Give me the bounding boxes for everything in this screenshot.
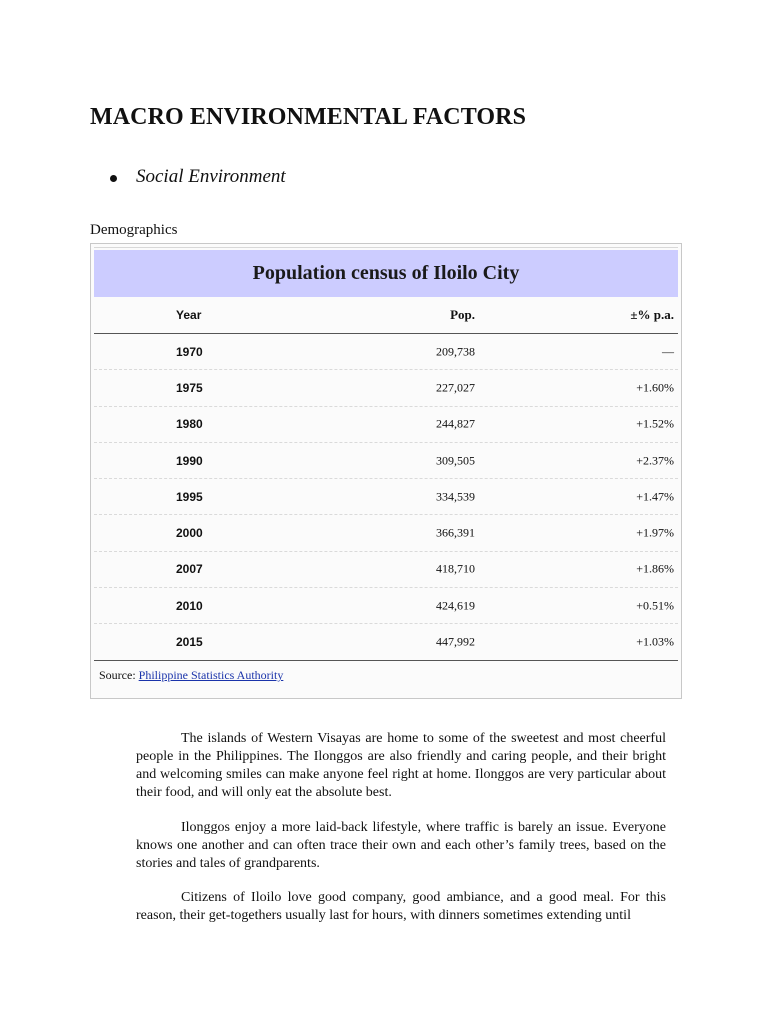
cell-year: 1970: [176, 344, 203, 359]
bullet-dot-icon: [110, 175, 117, 182]
cell-pct: +1.52%: [636, 416, 674, 431]
cell-year: 2010: [176, 598, 203, 613]
cell-year: 1980: [176, 417, 203, 432]
cell-pop: 309,505: [436, 453, 475, 468]
header-pop: Pop.: [450, 307, 475, 322]
cell-pct: +1.03%: [636, 634, 674, 649]
table-row: [94, 588, 678, 624]
paragraph: Ilonggos enjoy a more laid-back lifestyle, where traffic is barely an issue. Everyone knows one another and can often trace their own and each other’s family trees, based on the stories and tales of grandparents.: [136, 820, 666, 871]
cell-pct: +2.37%: [636, 453, 674, 468]
section-caption: Demographics: [90, 222, 178, 238]
cell-pct: +1.60%: [636, 380, 674, 395]
table-row: [94, 370, 678, 406]
table-row: [94, 552, 678, 588]
source-label: Source:: [99, 668, 136, 682]
table-row: [94, 443, 678, 479]
paragraph: The islands of Western Visayas are home to some of the sweetest and most cheerful people in the Philippines. The Ilonggos are also friendly and caring people, and their bright and welcoming smiles can make anyone feel right at home. Ilonggos are very particular about their food, and will only eat the absolute best.: [136, 731, 666, 800]
cell-pct: +1.47%: [636, 489, 674, 504]
cell-year: 2015: [176, 635, 203, 650]
cell-pct: +1.97%: [636, 525, 674, 540]
cell-year: 1995: [176, 489, 203, 504]
cell-year: 2000: [176, 526, 203, 541]
table-header-row: [94, 297, 678, 334]
cell-pop: 209,738: [436, 344, 475, 359]
cell-pop: 366,391: [436, 525, 475, 540]
cell-year: 1990: [176, 453, 203, 468]
header-pct: ±% p.a.: [630, 307, 674, 322]
table-body: [94, 334, 678, 661]
cell-pct: +0.51%: [636, 598, 674, 613]
population-census-table: [90, 243, 682, 699]
table-row: [94, 479, 678, 515]
cell-pop: 227,027: [436, 380, 475, 395]
table-title: Population census of Iloilo City: [94, 250, 678, 297]
cell-year: 1975: [176, 380, 203, 395]
bullet-text: Social Environment: [136, 166, 286, 187]
cell-pop: 244,827: [436, 416, 475, 431]
divider: [94, 247, 678, 248]
bullet-item: [110, 166, 286, 188]
bullet-list: [110, 166, 286, 188]
cell-pop: 334,539: [436, 489, 475, 504]
table-row: [94, 407, 678, 443]
page-heading: MACRO ENVIRONMENTAL FACTORS: [90, 104, 527, 130]
table-source: [99, 668, 283, 683]
cell-year: 2007: [176, 562, 203, 577]
table-row: [94, 515, 678, 551]
source-link[interactable]: Philippine Statistics Authority: [138, 668, 284, 682]
cell-pop: 418,710: [436, 561, 475, 576]
paragraph: Citizens of Iloilo love good company, good ambiance, and a good meal. For this reason, their get-togethers usually last for hours, with dinners sometimes extending until: [136, 890, 666, 923]
table-row: [94, 334, 678, 370]
table-row: [94, 624, 678, 660]
cell-pop: 447,992: [436, 634, 475, 649]
header-year: Year: [176, 308, 202, 322]
cell-pop: 424,619: [436, 598, 475, 613]
cell-pct: +1.86%: [636, 561, 674, 576]
cell-pct: —: [662, 344, 674, 359]
